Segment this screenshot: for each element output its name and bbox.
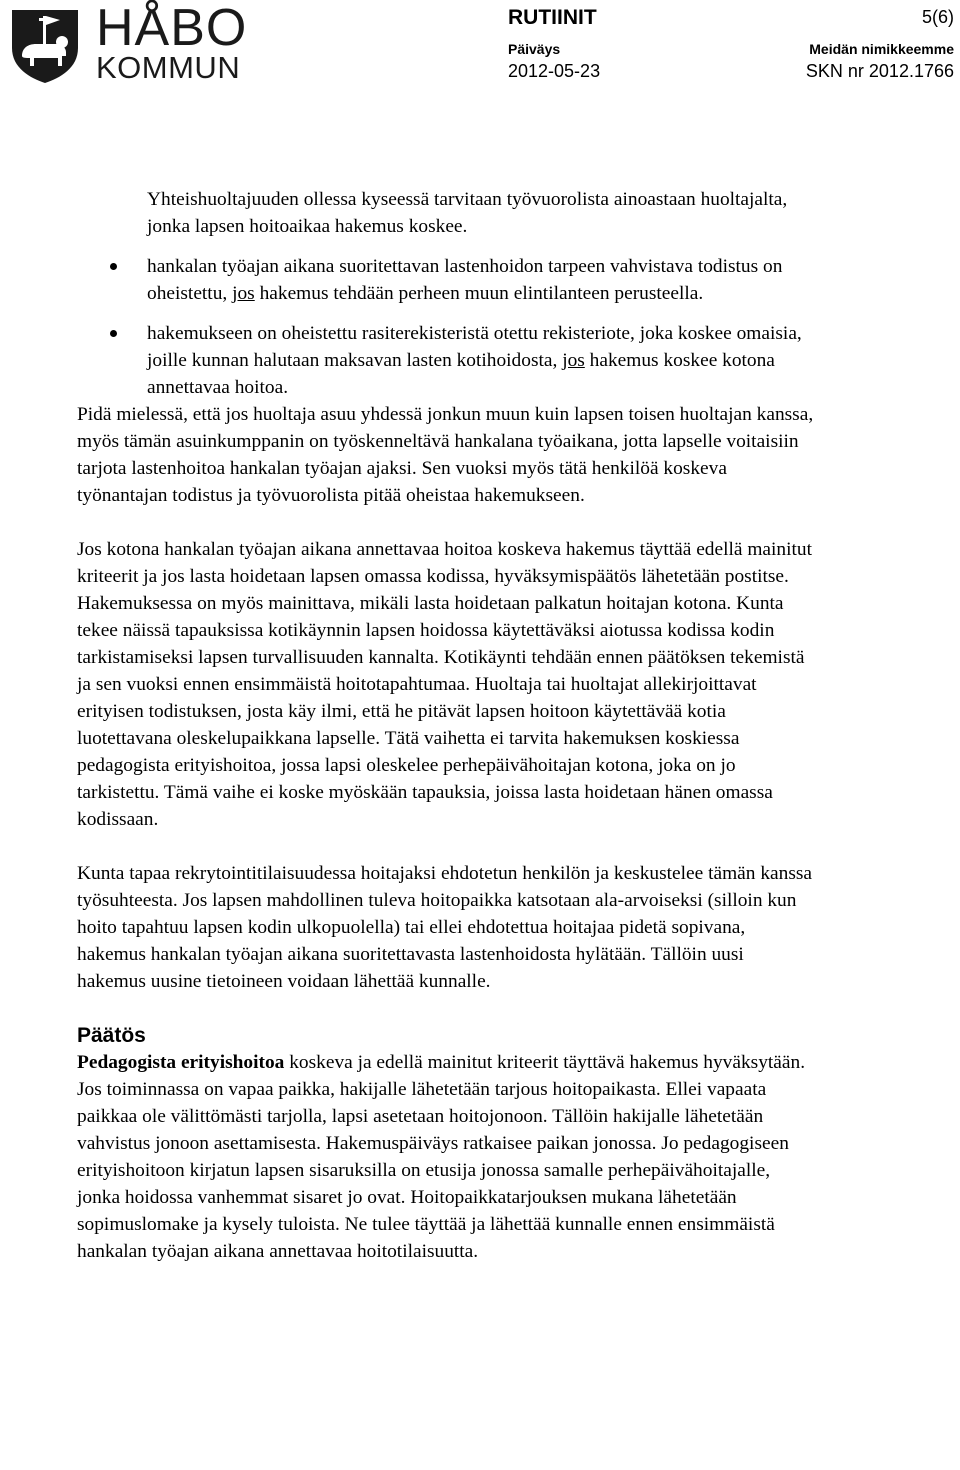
reference-value: SKN nr 2012.1766 xyxy=(805,61,954,81)
page-header xyxy=(0,0,960,110)
document-body xyxy=(77,186,817,1265)
municipality-logo-icon xyxy=(8,4,82,84)
page-number: 5(6) xyxy=(921,7,954,27)
list-item: hakemukseen on oheistettu rasiterekisteristä otettu rekisteriote, joka koskee omaisia, joille kunnan halutaan maksavan lasten kotihoidosta, jos hakemus koskee kotona annettavaa hoitoa. xyxy=(77,320,817,401)
document-type: RUTIINIT xyxy=(508,6,597,29)
section-heading: Päätös xyxy=(77,1024,146,1047)
bullet-icon xyxy=(110,330,117,337)
reference-label: Meidän nimikkeemme xyxy=(809,41,954,57)
intro-paragraph: Yhteishuoltajuuden ollessa kyseessä tarvitaan työvuorolista ainoastaan huoltajalta, jonka lapsen hoitoaikaa hakemus koskee. xyxy=(147,189,788,237)
logo-subtitle: KOMMUN xyxy=(96,50,241,85)
body-paragraph: Pidä mielessä, että jos huoltaja asuu yhdessä jonkun muun kuin lapsen toisen huoltajan kanssa, myös tämän asuinkumppanin on työskenneltävä hankalana työaikana, jotta lapselle voitaisiin tarjota lastenhoitoa hankalan työajan ajaksi. Sen vuoksi myös tätä henkilöä koskeva työnantajan todistus ja työvuorolista pitää oheistaa hakemukseen. xyxy=(77,404,814,506)
logo-wordmark: HÅBO xyxy=(96,0,248,57)
date-value: 2012-05-23 xyxy=(508,61,601,81)
date-label: Päiväys xyxy=(508,41,561,57)
requirements-list xyxy=(77,253,817,401)
list-item: hankalan työajan aikana suoritettavan lastenhoidon tarpeen vahvistava todistus on oheistettu, jos hakemus tehdään perheen muun elintilanteen perusteella. xyxy=(77,253,817,307)
bullet-icon xyxy=(110,263,117,270)
decision-lead: Pedagogista erityishoitoa xyxy=(77,1052,285,1073)
body-paragraph: Jos kotona hankalan työajan aikana annettavaa hoitoa koskeva hakemus täyttää edellä mainitut kriteerit ja jos lasta hoidetaan lapsen omassa kodissa, hyväksymispäätös lähetetään postitse. Hakemuksessa on myös mainittava, mikäli lasta hoidetaan palkatun hoitajan kotona. Kunta tekee näissä tapauksissa kotikäynnin lapsen hoidossa käytettäväksi aiotussa kodissa kodin tarkistamiseksi lapsen turvallisuuden kannalta. Kotikäynti tehdään ennen päätöksen tekemistä ja sen vuoksi ennen ensimmäistä hoitotapahtumaa. Huoltaja tai huoltajat allekirjoittavat erityisen todistuksen, josta käy ilmi, että he pitävät lapsen hoitoon käytettävää kotia luotettavana oleskelupaikkana lapselle. Tätä vaihetta ei tarvita hakemuksen koskiessa pedagogista erityishoitoa, jossa lapsi oleskelee perhepäivähoitajan kotona, joka on jo tarkistettu. Tämä vaihe ei koske myöskään tapauksia, joissa lasta hoidetaan hänen omassa kodissaan. xyxy=(77,539,812,830)
body-paragraph: Kunta tapaa rekrytointitilaisuudessa hoitajaksi ehdotetun henkilön ja keskustelee tämän kanssa työsuhteesta. Jos lapsen mahdollinen tuleva hoitopaikka katsotaan ala-arvoiseksi (silloin kun hoito tapahtuu lapsen kodin ulkopuolella) tai ellei ehdotettua hoitajaa pidetä sopivana, hakemus hankalan työajan aikana suoritettavasta lastenhoidosta hylätään. Tällöin uusi hakemus uusine tietoineen voidaan lähettää kunnalle. xyxy=(77,863,813,992)
decision-paragraph: Pedagogista erityishoitoa koskeva ja edellä mainitut kriteerit täyttävä hakemus hyväksytään. Jos toiminnassa on vapaa paikka, hakijalle lähetetään tarjous hoitopaikasta. Ellei vapaata paikkaa ole välittömästi tarjolla, lapsi asetetaan hoitojonoon. Tällöin hakijalle lähetetään vahvistus jonoon asettamisesta. Hakemuspäiväys ratkaisee paikan jonossa. Jo pedagogiseen erityishoitoon kirjatun lapsen sisaruksilla on etusija jonossa samalle perhepäivähoitajalle, jonka hoidossa vanhemmat sisaret jo ovat. Hoitopaikkatarjouksen mukana lähetetään sopimuslomake ja kysely tuloista. Ne tulee täyttää ja lähettää kunnalle ennen ensimmäistä hankalan työajan aikana annettavaa hoitotilaisuutta. xyxy=(77,1052,806,1262)
